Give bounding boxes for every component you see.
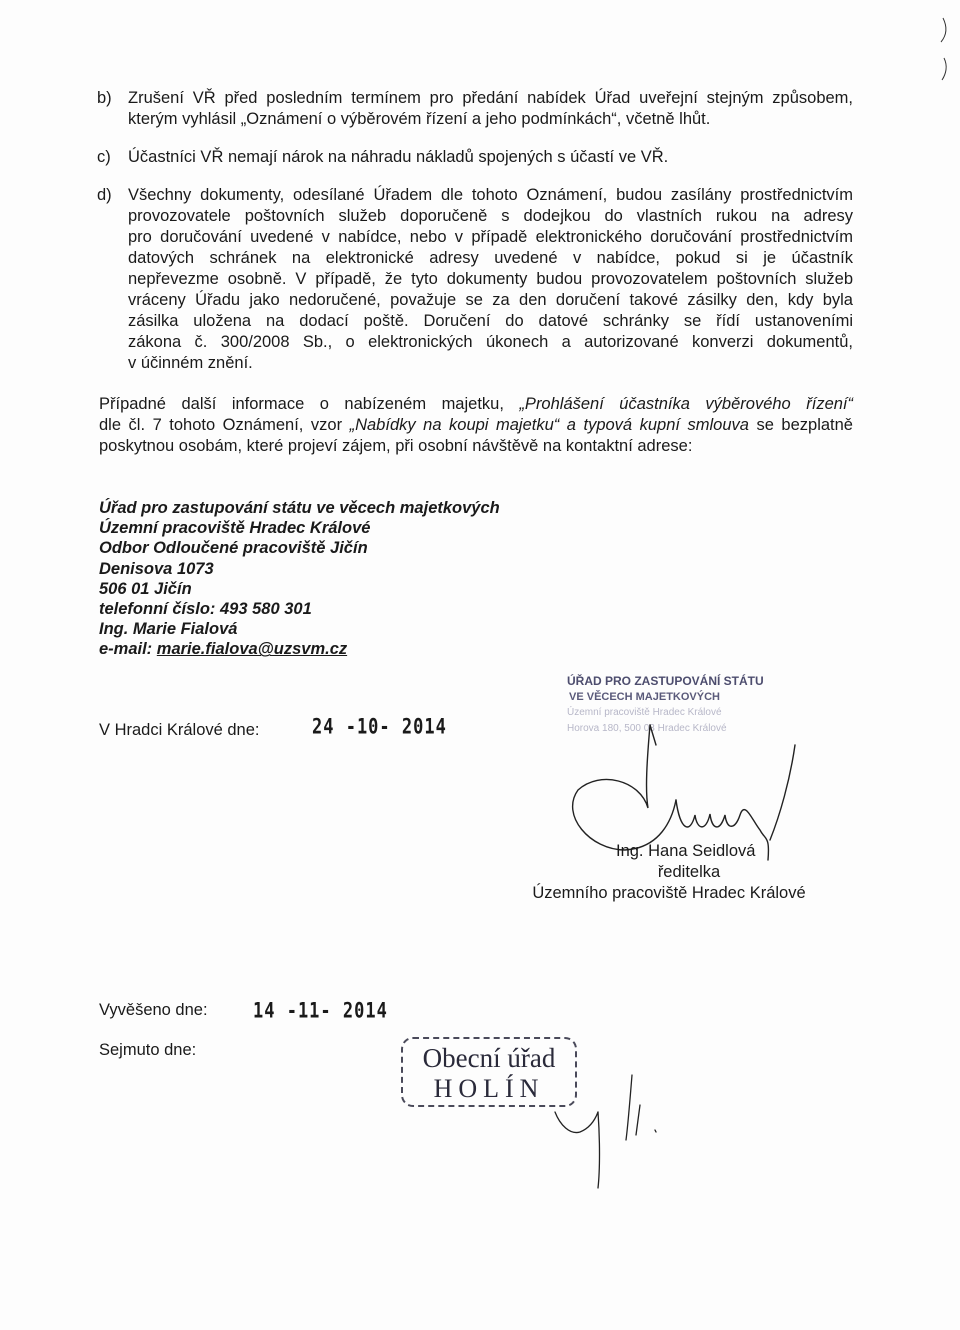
edge-mark xyxy=(941,18,946,80)
contact-branch: Územní pracoviště Hradec Králové xyxy=(99,519,371,538)
official-stamp-line-3: Územní pracoviště Hradec Králové xyxy=(567,707,722,718)
section-d-line-6: vráceny Úřadu jako nedoručené, považuje se za den doručení takové zásilky den, kdy byla xyxy=(128,291,853,309)
signatory-block xyxy=(520,841,818,904)
posted-value: 14 -11- 2014 xyxy=(253,998,388,1024)
section-b-line-1: Zrušení VŘ před posledním termínem pro předání nabídek Úřad uveřejní stejným způsobem, xyxy=(128,89,853,107)
date-label: V Hradci Králové dne: xyxy=(99,721,260,739)
section-d-line-1: Všechny dokumenty, odesílané Úřadem dle tohoto Oznámení, budou zasílány prostřednictvím xyxy=(128,186,853,204)
date-stamp-value: 24 -10- 2014 xyxy=(312,714,447,740)
contact-person: Ing. Marie Fialová xyxy=(99,620,238,639)
posted-label: Vyvěšeno dne: xyxy=(99,1001,208,1019)
signatory-unit: Územního pracoviště Hradec Králové xyxy=(532,884,806,902)
section-d-line-8: zákona č. 300/2008 Sb., o elektronických úkonech a autorizované konverzi dokumentů, xyxy=(128,333,853,351)
info-line-2: dle čl. 7 tohoto Oznámení, vzor „Nabídky na koupi majetku“ a typová kupní smlouva se bezplatně xyxy=(99,416,853,434)
official-stamp-line-4: Horova 180, 500 03 Hradec Králové xyxy=(567,723,727,734)
contact-street: Denisova 1073 xyxy=(99,559,214,578)
section-d-line-9: v účinném znění. xyxy=(128,354,253,372)
contact-email-label: e-mail: xyxy=(99,640,157,659)
info-line-3: poskytnou osobám, které projeví zájem, při osobní návštěvě na kontaktní adrese: xyxy=(99,437,693,455)
contact-org: Úřad pro zastupování státu ve věcech majetkových xyxy=(99,499,500,517)
director-signature xyxy=(573,725,795,860)
section-d-line-4: datových schránek na elektronické adresy uvedené v nabídce, pokud si je účastník xyxy=(128,249,853,267)
section-d-line-7: zásilka uložena na dodací poště. Doručení do datové schránky se řídí ustanoveními xyxy=(128,312,853,330)
contact-dept: Odbor Odloučené pracoviště Jičín xyxy=(99,539,368,558)
contact-city: 506 01 Jičín xyxy=(99,579,192,598)
municipal-stamp-line-2: HOLÍN xyxy=(433,1074,545,1103)
section-b-line-2: kterým vyhlásil „Oznámení o výběrovém řízení a jeho podmínkách“, včetně lhůt. xyxy=(128,110,711,128)
info-line-1: Případné další informace o nabízeném majetku, „Prohlášení účastníka výběrového řízení“ xyxy=(99,395,853,413)
section-c-label: c) xyxy=(97,148,111,166)
section-d-line-2: provozovatele poštovních služeb doporučeně s dodejkou do vlastních rukou na adresy xyxy=(128,207,853,225)
signatory-role: ředitelka xyxy=(657,863,721,881)
section-b-label: b) xyxy=(97,89,112,107)
section-d-line-3: pro doručování uvedené v nabídce, nebo v případě elektronického doručování prostřednictvím xyxy=(128,228,853,246)
signatory-name: Ing. Hana Seidlová xyxy=(616,842,756,860)
municipal-stamp-line-1: Obecní úřad xyxy=(422,1043,556,1073)
removed-label: Sejmuto dne: xyxy=(99,1041,197,1059)
section-c-text: Účastníci VŘ nemají nárok na náhradu nákladů spojených s účastí ve VŘ. xyxy=(128,148,669,166)
section-d-line-5: nepřevezme osobně. V případě, že tyto dokumenty budou provozovatelem poštovních služeb xyxy=(128,270,853,288)
municipal-stamp xyxy=(401,1037,577,1107)
official-stamp-line-1: ÚŘAD PRO ZASTUPOVÁNÍ STÁTU xyxy=(567,674,764,688)
contact-email-link[interactable]: marie.fialova@uzsvm.cz xyxy=(156,640,348,659)
section-d-label: d) xyxy=(97,186,112,204)
contact-phone: telefonní číslo: 493 580 301 xyxy=(99,600,312,619)
official-stamp-line-2: VE VĚCECH MAJETKOVÝCH xyxy=(569,691,720,703)
